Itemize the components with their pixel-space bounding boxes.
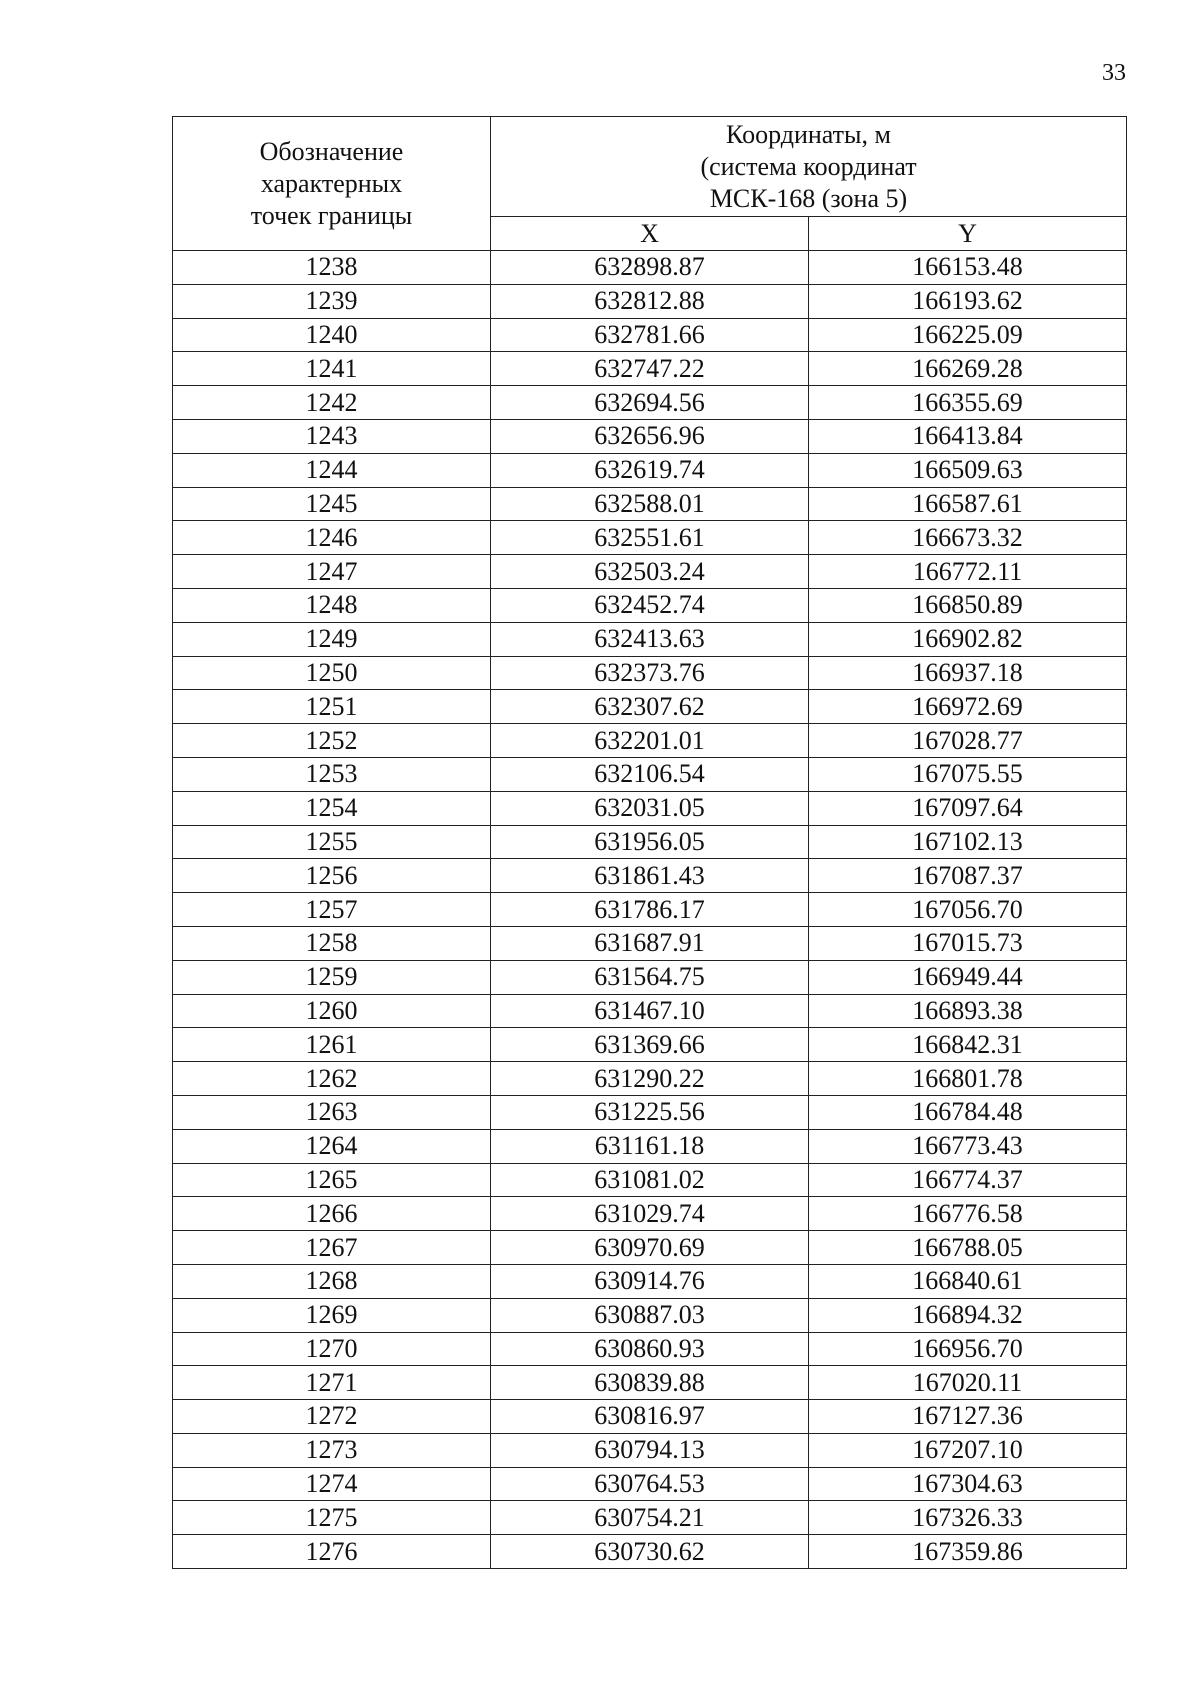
- x-cell: 631161.18: [491, 1129, 809, 1163]
- point-cell: 1243: [173, 419, 491, 453]
- y-cell: 166937.18: [809, 656, 1127, 690]
- table-row: [173, 1535, 1127, 1569]
- x-cell: 630887.03: [491, 1298, 809, 1332]
- x-cell: 632619.74: [491, 453, 809, 487]
- table-row: [173, 825, 1127, 859]
- x-cell: 630839.88: [491, 1366, 809, 1400]
- y-cell: 167097.64: [809, 791, 1127, 825]
- table-row: [173, 419, 1127, 453]
- coordinates-header-line: МСК-168 (зона 5): [709, 183, 908, 213]
- y-cell: 166153.48: [809, 251, 1127, 285]
- y-cell: 166972.69: [809, 690, 1127, 724]
- y-cell: 166413.84: [809, 419, 1127, 453]
- table-row: [173, 352, 1127, 386]
- point-cell: 1260: [173, 994, 491, 1028]
- x-cell: 631290.22: [491, 1062, 809, 1096]
- x-cell: 630754.21: [491, 1501, 809, 1535]
- point-cell: 1257: [173, 893, 491, 927]
- point-cell: 1268: [173, 1264, 491, 1298]
- coordinates-header: [491, 117, 1127, 217]
- x-cell: 632656.96: [491, 419, 809, 453]
- y-cell: 167056.70: [809, 893, 1127, 927]
- x-cell: 632031.05: [491, 791, 809, 825]
- x-cell: 632694.56: [491, 386, 809, 420]
- y-cell: 166773.43: [809, 1129, 1127, 1163]
- point-cell: 1241: [173, 352, 491, 386]
- point-cell: 1267: [173, 1231, 491, 1265]
- point-cell: 1259: [173, 960, 491, 994]
- point-cell: 1245: [173, 487, 491, 521]
- coordinates-table: [172, 116, 1127, 1569]
- y-cell: 167359.86: [809, 1535, 1127, 1569]
- table-row: [173, 453, 1127, 487]
- point-cell: 1248: [173, 588, 491, 622]
- point-cell: 1271: [173, 1366, 491, 1400]
- x-cell: 632373.76: [491, 656, 809, 690]
- point-cell: 1276: [173, 1535, 491, 1569]
- y-cell: 166776.58: [809, 1197, 1127, 1231]
- y-cell: 166801.78: [809, 1062, 1127, 1096]
- point-cell: 1263: [173, 1095, 491, 1129]
- y-cell: 166788.05: [809, 1231, 1127, 1265]
- page-number: 33: [1102, 60, 1126, 86]
- point-cell: 1264: [173, 1129, 491, 1163]
- x-cell: 630970.69: [491, 1231, 809, 1265]
- table-row: [173, 1095, 1127, 1129]
- table-row: [173, 1366, 1127, 1400]
- y-cell: 167015.73: [809, 926, 1127, 960]
- x-cell: 631081.02: [491, 1163, 809, 1197]
- point-cell: 1252: [173, 724, 491, 758]
- x-cell: 630730.62: [491, 1535, 809, 1569]
- y-cell: 166193.62: [809, 284, 1127, 318]
- x-cell: 632307.62: [491, 690, 809, 724]
- y-cell: 166956.70: [809, 1332, 1127, 1366]
- designation-header-line: точек границы: [250, 200, 413, 230]
- table-row: [173, 1231, 1127, 1265]
- y-cell: 166269.28: [809, 352, 1127, 386]
- table-row: [173, 1264, 1127, 1298]
- point-cell: 1262: [173, 1062, 491, 1096]
- table-row: [173, 690, 1127, 724]
- x-cell: 630816.97: [491, 1400, 809, 1434]
- coordinates-header-line: Координаты, м: [726, 119, 891, 149]
- point-cell: 1240: [173, 318, 491, 352]
- y-cell: 167326.33: [809, 1501, 1127, 1535]
- table-row: [173, 724, 1127, 758]
- x-cell: 631687.91: [491, 926, 809, 960]
- point-cell: 1244: [173, 453, 491, 487]
- y-cell: 166842.31: [809, 1028, 1127, 1062]
- table-row: [173, 1062, 1127, 1096]
- x-cell: 631956.05: [491, 825, 809, 859]
- x-cell: 632781.66: [491, 318, 809, 352]
- x-cell: 631861.43: [491, 859, 809, 893]
- y-cell: 166355.69: [809, 386, 1127, 420]
- x-cell: 630794.13: [491, 1433, 809, 1467]
- point-cell: 1273: [173, 1433, 491, 1467]
- y-cell: 166850.89: [809, 588, 1127, 622]
- point-cell: 1269: [173, 1298, 491, 1332]
- table-row: [173, 1433, 1127, 1467]
- table-row: [173, 588, 1127, 622]
- table-row: [173, 487, 1127, 521]
- designation-header-line: Обозначение: [259, 136, 404, 166]
- x-cell: 630914.76: [491, 1264, 809, 1298]
- x-cell: 632503.24: [491, 555, 809, 589]
- x-cell: 632551.61: [491, 521, 809, 555]
- table-row: [173, 893, 1127, 927]
- table-row: [173, 994, 1127, 1028]
- table-row: [173, 521, 1127, 555]
- table-row: [173, 757, 1127, 791]
- y-cell: 167028.77: [809, 724, 1127, 758]
- y-cell: 166784.48: [809, 1095, 1127, 1129]
- y-column-header: Y: [809, 217, 1127, 251]
- x-cell: 631225.56: [491, 1095, 809, 1129]
- designation-header-line: характерных: [260, 168, 403, 198]
- point-cell: 1272: [173, 1400, 491, 1434]
- x-cell: 632452.74: [491, 588, 809, 622]
- table-row: [173, 1501, 1127, 1535]
- x-column-header: X: [491, 217, 809, 251]
- y-cell: 167075.55: [809, 757, 1127, 791]
- table-row: [173, 318, 1127, 352]
- y-cell: 166840.61: [809, 1264, 1127, 1298]
- coordinates-header-line: (система координат: [700, 151, 917, 181]
- table-row: [173, 791, 1127, 825]
- designation-header: [173, 117, 491, 251]
- table-row: [173, 1163, 1127, 1197]
- table-row: [173, 1332, 1127, 1366]
- x-cell: 632106.54: [491, 757, 809, 791]
- y-cell: 167127.36: [809, 1400, 1127, 1434]
- table-row: [173, 960, 1127, 994]
- x-cell: 631029.74: [491, 1197, 809, 1231]
- point-cell: 1255: [173, 825, 491, 859]
- table-row: [173, 1467, 1127, 1501]
- y-cell: 166949.44: [809, 960, 1127, 994]
- y-cell: 167304.63: [809, 1467, 1127, 1501]
- y-cell: 166894.32: [809, 1298, 1127, 1332]
- x-cell: 630764.53: [491, 1467, 809, 1501]
- table-row: [173, 859, 1127, 893]
- x-cell: 631786.17: [491, 893, 809, 927]
- y-cell: 167102.13: [809, 825, 1127, 859]
- point-cell: 1254: [173, 791, 491, 825]
- table-body: [173, 251, 1127, 1569]
- y-cell: 166774.37: [809, 1163, 1127, 1197]
- x-cell: 632898.87: [491, 251, 809, 285]
- point-cell: 1256: [173, 859, 491, 893]
- y-cell: 166902.82: [809, 622, 1127, 656]
- y-cell: 166509.63: [809, 453, 1127, 487]
- point-cell: 1246: [173, 521, 491, 555]
- point-cell: 1258: [173, 926, 491, 960]
- x-cell: 632413.63: [491, 622, 809, 656]
- table-row: [173, 926, 1127, 960]
- point-cell: 1275: [173, 1501, 491, 1535]
- point-cell: 1250: [173, 656, 491, 690]
- point-cell: 1270: [173, 1332, 491, 1366]
- point-cell: 1251: [173, 690, 491, 724]
- point-cell: 1239: [173, 284, 491, 318]
- point-cell: 1238: [173, 251, 491, 285]
- y-cell: 167207.10: [809, 1433, 1127, 1467]
- point-cell: 1247: [173, 555, 491, 589]
- table-row: [173, 1400, 1127, 1434]
- x-cell: 631369.66: [491, 1028, 809, 1062]
- table-row: [173, 1298, 1127, 1332]
- x-cell: 632812.88: [491, 284, 809, 318]
- x-cell: 632747.22: [491, 352, 809, 386]
- x-cell: 631564.75: [491, 960, 809, 994]
- table-row: [173, 284, 1127, 318]
- table-row: [173, 1129, 1127, 1163]
- point-cell: 1266: [173, 1197, 491, 1231]
- point-cell: 1265: [173, 1163, 491, 1197]
- y-cell: 166587.61: [809, 487, 1127, 521]
- y-cell: 166893.38: [809, 994, 1127, 1028]
- table-row: [173, 555, 1127, 589]
- point-cell: 1242: [173, 386, 491, 420]
- table-row: [173, 622, 1127, 656]
- table-row: [173, 251, 1127, 285]
- table-row: [173, 386, 1127, 420]
- y-cell: 166772.11: [809, 555, 1127, 589]
- point-cell: 1274: [173, 1467, 491, 1501]
- x-cell: 630860.93: [491, 1332, 809, 1366]
- table-row: [173, 1028, 1127, 1062]
- point-cell: 1261: [173, 1028, 491, 1062]
- table-row: [173, 656, 1127, 690]
- y-cell: 167087.37: [809, 859, 1127, 893]
- table-row: [173, 1197, 1127, 1231]
- point-cell: 1249: [173, 622, 491, 656]
- x-cell: 631467.10: [491, 994, 809, 1028]
- y-cell: 166225.09: [809, 318, 1127, 352]
- x-cell: 632588.01: [491, 487, 809, 521]
- x-cell: 632201.01: [491, 724, 809, 758]
- y-cell: 166673.32: [809, 521, 1127, 555]
- point-cell: 1253: [173, 757, 491, 791]
- y-cell: 167020.11: [809, 1366, 1127, 1400]
